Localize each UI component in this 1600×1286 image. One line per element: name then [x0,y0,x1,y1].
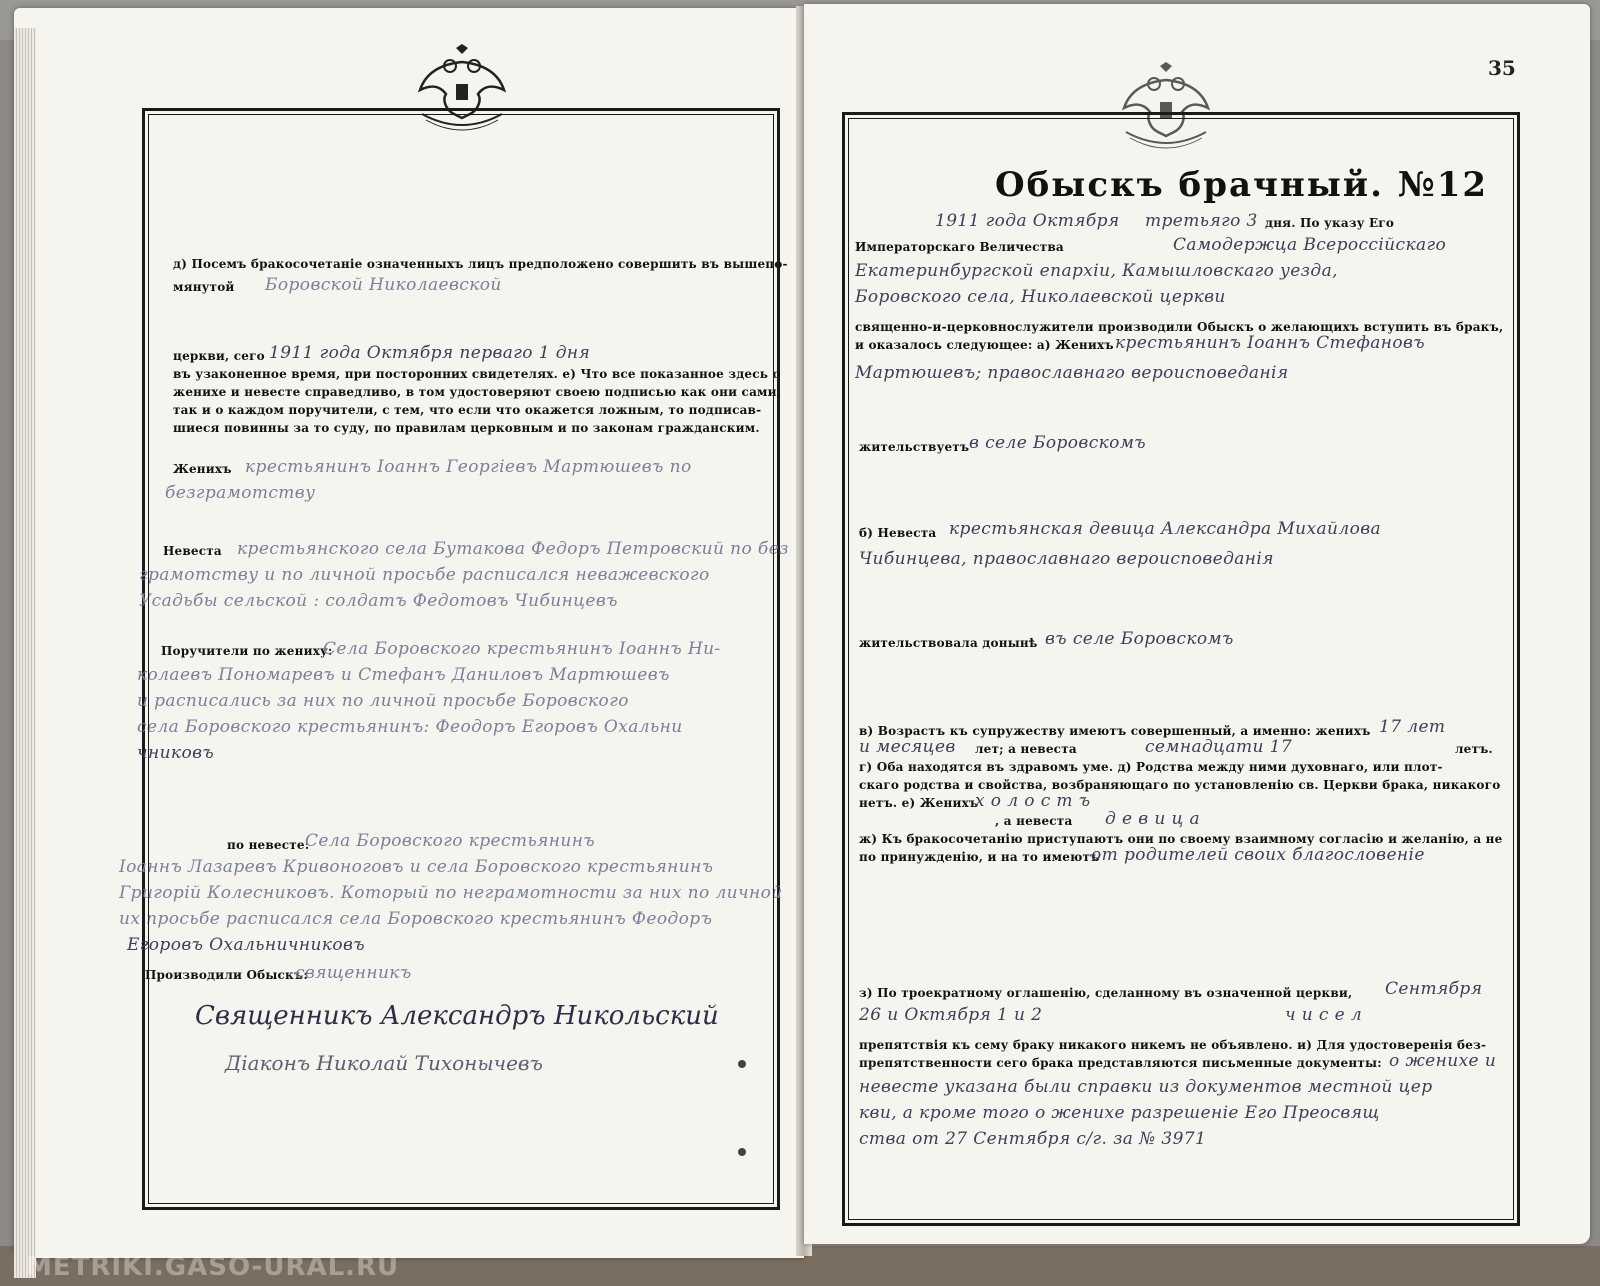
age-line-3: г) Оба находятся въ здравомъ уме. д) Родства между ними духовнаго, или плот- [859,760,1443,774]
parental-blessing-hand: от родителей своих благословенiе [1091,845,1425,865]
documents-hand-4: ства от 27 Сентября с/г. за № 3971 [859,1129,1207,1149]
church-line: церкви, сего [173,349,265,363]
document-frame [842,112,1520,1226]
deacon-signature: Дiаконъ Николай Тихонычевъ [225,1051,543,1075]
announcement-month-hand: Сентября [1385,979,1483,999]
section-e-line-3: так и о каждом поручители, с тем, что если что окажется ложным, то подписав- [173,403,762,417]
majesty-text: Императорскаго Величества [855,240,1064,254]
documents-hand-1: о женихе и [1389,1051,1497,1071]
groom-residence-hand: в селе Боровскомъ [969,433,1147,453]
section-e-line-1: въ узаконенное время, при посторонних свидетелях. е) Что все показанное здесь о [173,367,781,381]
bride-sureties-line-1: Села Боровского крестьянинъ [305,831,596,851]
announcement-line-4: препятственности сего брака представляются письменные документы: [859,1056,1382,1070]
groom-signature-line-1: крестьянинъ Iоаннъ Георгiевъ Мартюшевъ по [245,457,692,477]
binding-hole [738,1148,746,1156]
groom-months-hand: и месяцев [859,737,956,757]
conducted-by-label: Производили Обыскъ: [145,968,308,982]
bride-signature-line-3: Усадьбы сельской : солдатъ Федотовъ Чибинцевъ [139,591,618,611]
announcement-line-3: препятствiя къ сему браку никакого никемъ не объявлено. и) Для удостоверенiя без- [859,1038,1487,1052]
document-frame [119,108,789,1210]
groom-signature-line-2: безграмотству [165,483,316,503]
groom-sureties-line-2: колаевъ Пономаревъ и Стефанъ Даниловъ Мартюшевъ [137,665,670,685]
age-line-5: нетъ. е) Женихъ [859,796,979,810]
groom-name-hand: крестьянинъ Iоаннъ Стефановъ [1115,333,1426,353]
wedding-date-hand: 1911 года Октября перваго 1 дня [269,343,591,363]
announcement-dates-hand: 26 и Октября 1 и 2 [859,1005,1043,1025]
bride-status-label: , а невеста [995,814,1073,828]
bride-sureties-line-3: Григорiй Колесниковъ. Который по неграмотности за них по личной [119,883,783,903]
age-line-4: скаго родства и свойства, возбраняющаго по установленiю св. Церкви брака, никакого [859,778,1501,792]
age-line-2: лет; а невеста [975,742,1077,756]
age-line-2-end: летъ. [1455,742,1493,756]
conducted-by-hand: священникъ [295,963,412,983]
bride-signature-line-1: крестьянского села Бутакова Федоръ Петровский по без [237,539,789,559]
groom-label: Женихъ [173,462,232,476]
announcement-line-1: з) По троекратному оглашенiю, сделанному въ означенной церкви, [859,986,1353,1000]
documents-hand-2: невесте указана были справки из документов местной цер [859,1077,1433,1097]
bride-age-hand: семнадцати 17 [1145,737,1293,757]
autocrat-hand: Самодержца Всероссiйскаго [1173,235,1447,255]
document-title: Обыскъ брачный. №12 [995,165,1489,205]
right-page [804,4,1590,1244]
groom-sureties-line-5: чниковъ [137,743,215,763]
bride-status-hand: д е в и ц а [1105,809,1201,829]
consent-line-1: ж) Къ бракосочетанiю приступаютъ они по своему взаимному согласiю и желанiю, а не [859,832,1503,846]
bride-sureties-line-2: Iоаннъ Лазаревъ Кривоноговъ и села Боровского крестьянинъ [119,857,714,877]
bride-sureties-line-5: Егоровъ Охальничниковъ [127,935,366,955]
groom-sureties-line-1: Села Боровского крестьянинъ Iоаннъ Ни- [323,639,721,659]
announcement-days-hand: ч и с е л [1285,1005,1363,1025]
age-line-1: в) Возрастъ къ супружеству имеютъ совершенный, а именно: женихъ [859,724,1371,738]
bride-residence-label: жительствовала донынѣ [859,636,1038,650]
groom-surname-hand: Мартюшевъ; православнаго вероисповеданiя [855,363,1289,383]
bride-residence-hand: въ селе Боровскомъ [1045,629,1234,649]
groom-age-hand: 17 лет [1379,717,1446,737]
bride-label: Невеста [163,544,222,558]
bride-surname-hand: Чибинцева, православнаго вероисповеданiя [859,549,1274,569]
date-year-hand: 1911 года Октября [935,211,1120,231]
documents-hand-3: кви, а кроме того о женихе разрешенiе Его Преосвящ [859,1103,1380,1123]
bride-sureties-line-4: их просьбе расписался села Боровского крестьянинъ Феодоръ [119,909,713,929]
bride-name-hand: крестьянская девица Александра Михайлова [949,519,1382,539]
groom-sureties-line-3: и расписались за них по личной просьбе Боровского [137,691,629,711]
clergy-text: священно-и-церковнослужители производили Обыскъ о желающихъ вступить въ бракъ, [855,320,1504,334]
consent-line-2: по принужденiю, и на то имеютъ [859,850,1100,864]
watermark: METRIKI.GASO-URAL.RU [26,1252,400,1282]
groom-sureties-label: Поручители по жениху: [161,644,333,658]
page-number: 35 [1488,56,1516,80]
binding-hole [738,1060,746,1068]
bride-section-label: б) Невеста [859,526,937,540]
decree-text: дня. По указу Его [1265,216,1395,230]
left-page [14,8,804,1258]
priest-signature: Священникъ Александръ Никольский [195,1001,719,1031]
section-e-line-2: женихе и невесте справедливо, в том удостоверяют своею подписью как они сами, [173,385,782,399]
groom-sureties-line-4: села Боровского крестьянинъ: Феодоръ Егоровъ Охальни [137,717,683,737]
church-hand: Боровского села, Николаевской церкви [855,287,1226,307]
groom-status-hand: х о л о с т ъ [975,791,1091,811]
eparchy-hand: Екатеринбургской епархiи, Камышловскаго уезда, [855,261,1338,281]
section-e-line-4: шиеся повинны за то суду, по правилам церковным и по законам гражданским. [173,421,760,435]
bride-sureties-label: по невесте: [227,838,310,852]
section-d-text-cont: мянутой [173,280,235,294]
bride-signature-line-2: грамотству и по личной просьбе расписался неважевского [139,565,710,585]
section-d-text: д) Посемъ бракосочетанiе означенныхъ лицъ предположено совершить въ вышепо- [173,257,788,271]
date-day-hand: третьяго 3 [1145,211,1258,231]
groom-section-label: и оказалось следующее: а) Женихъ [855,338,1114,352]
book-page-edges [14,28,36,1278]
groom-residence-label: жительствуетъ [859,440,970,454]
church-name-hand: Боровской Николаевской [265,275,502,295]
